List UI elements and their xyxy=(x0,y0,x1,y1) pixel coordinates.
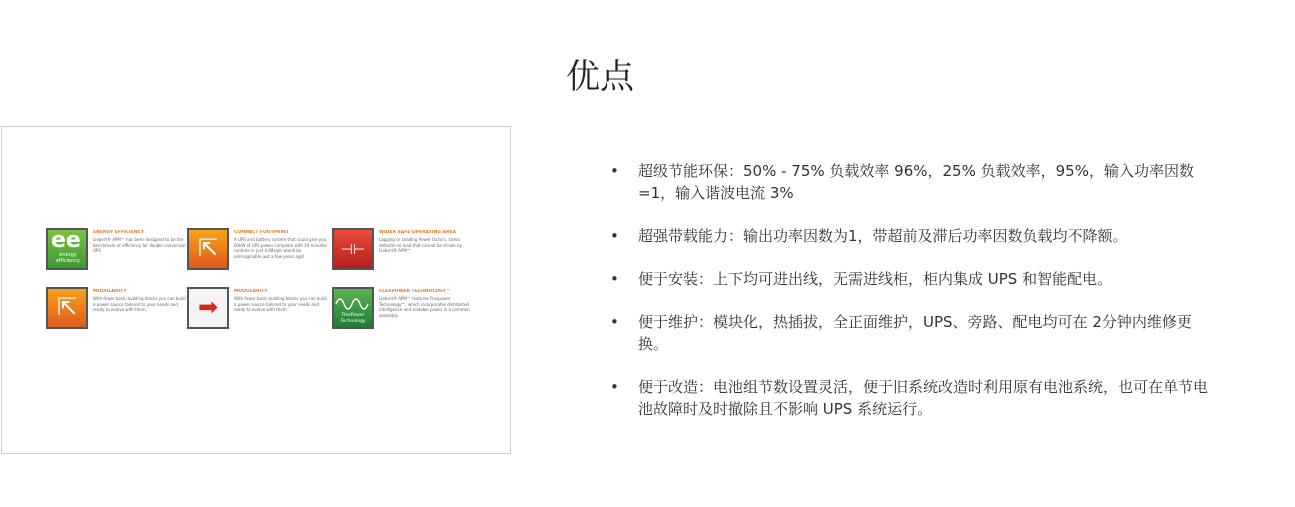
list-item xyxy=(610,160,1210,204)
feature-desc: Liebert® APM™ features Flexpower Technology™, which incorporates distributed intelligence and scalable power in a common assembly xyxy=(379,296,470,318)
feature-tile-modularity xyxy=(46,287,186,335)
feature-title: FLEXPOWER TECHNOLOGY™ xyxy=(379,289,451,294)
feature-tile-energy-efficiency xyxy=(46,228,186,276)
bullet-icon: • xyxy=(610,162,619,180)
feature-title: MODULARITY xyxy=(93,289,127,294)
icon-glyph: ⇱ xyxy=(56,293,78,321)
list-item xyxy=(610,225,1210,247)
bullet-icon: • xyxy=(610,313,619,331)
icon-glyph: ⊣⊢ xyxy=(340,242,366,258)
modularity-arrow-icon xyxy=(187,287,229,329)
feature-tile-compact-footprint xyxy=(187,228,327,276)
feature-title: COMPACT FOOTPRINT xyxy=(234,230,289,235)
list-item-text: 便于维护：模块化，热插拔，全正面维护，UPS、旁路、配电均可在 2分钟内维修更换。 xyxy=(638,313,1192,353)
icon-caption: energy efficiency xyxy=(55,252,80,264)
wave-icon xyxy=(334,292,372,312)
energy-efficiency-icon xyxy=(46,228,88,270)
icon-caption: FlexPower Technology xyxy=(340,313,366,324)
feature-desc: Lagging or Leading Power factors, stress defaults no load that cannot be driven by Liebert® APM™ xyxy=(379,237,463,253)
compact-footprint-icon xyxy=(187,228,229,270)
feature-tile-wider-safe-operating-area xyxy=(332,228,472,276)
icon-glyph: ➡ xyxy=(197,293,219,321)
list-item xyxy=(610,311,1210,355)
flexpower-technology-icon xyxy=(332,287,374,329)
icon-text: ee xyxy=(51,228,81,253)
features-image xyxy=(1,126,511,454)
wider-safe-operating-area-icon xyxy=(332,228,374,270)
icon-glyph: ⇱ xyxy=(197,234,219,262)
list-item-text: 超强带载能力：输出功率因数为1，带超前及滞后功率因数负载均不降额。 xyxy=(638,227,1128,245)
bullet-icon: • xyxy=(610,378,619,396)
list-item-text: 便于改造：电池组节数设置灵活，便于旧系统改造时利用原有电池系统，也可在单节电池故障时及时撤除且不影响 UPS 系统运行。 xyxy=(638,378,1209,418)
feature-desc: With fewer basic building blocks you can build a power source tailored to your needs and ready to evolve with them xyxy=(93,296,186,312)
feature-title: MODULARITY xyxy=(234,289,268,294)
bullet-icon: • xyxy=(610,227,619,245)
feature-desc: A UPS and battery system that could give you 60kW of UPS power complete with 10 minutes runtime in just 0.68sqm would be unimaginable just a few years ago! xyxy=(234,237,327,259)
list-item xyxy=(610,268,1210,290)
bullet-icon: • xyxy=(610,270,619,288)
list-item-text: 便于安装：上下均可进出线，无需进线柜，柜内集成 UPS 和智能配电。 xyxy=(638,270,1113,288)
feature-tile-modularity-2 xyxy=(187,287,327,335)
feature-desc: With fewer basic building blocks you can build a power source tailored to your needs and ready to evolve with them xyxy=(234,296,327,312)
feature-desc: Liebert® APM™ has been designed to be the benchmark of efficiency for double conversion UPS xyxy=(93,237,186,253)
feature-title: ENERGY EFFICIENCY xyxy=(93,230,145,235)
feature-tile-flexpower-technology xyxy=(332,287,472,335)
page-title: 优点 xyxy=(566,56,634,97)
list-item xyxy=(610,376,1210,420)
modularity-icon xyxy=(46,287,88,329)
advantages-list xyxy=(610,160,1210,441)
list-item-text: 超级节能环保：50% - 75% 负载效率 96%，25% 负载效率，95%，输入功率因数=1，输入谐波电流 3% xyxy=(638,162,1194,202)
feature-title: WIDER SAFE OPERATING AREA xyxy=(379,230,456,235)
